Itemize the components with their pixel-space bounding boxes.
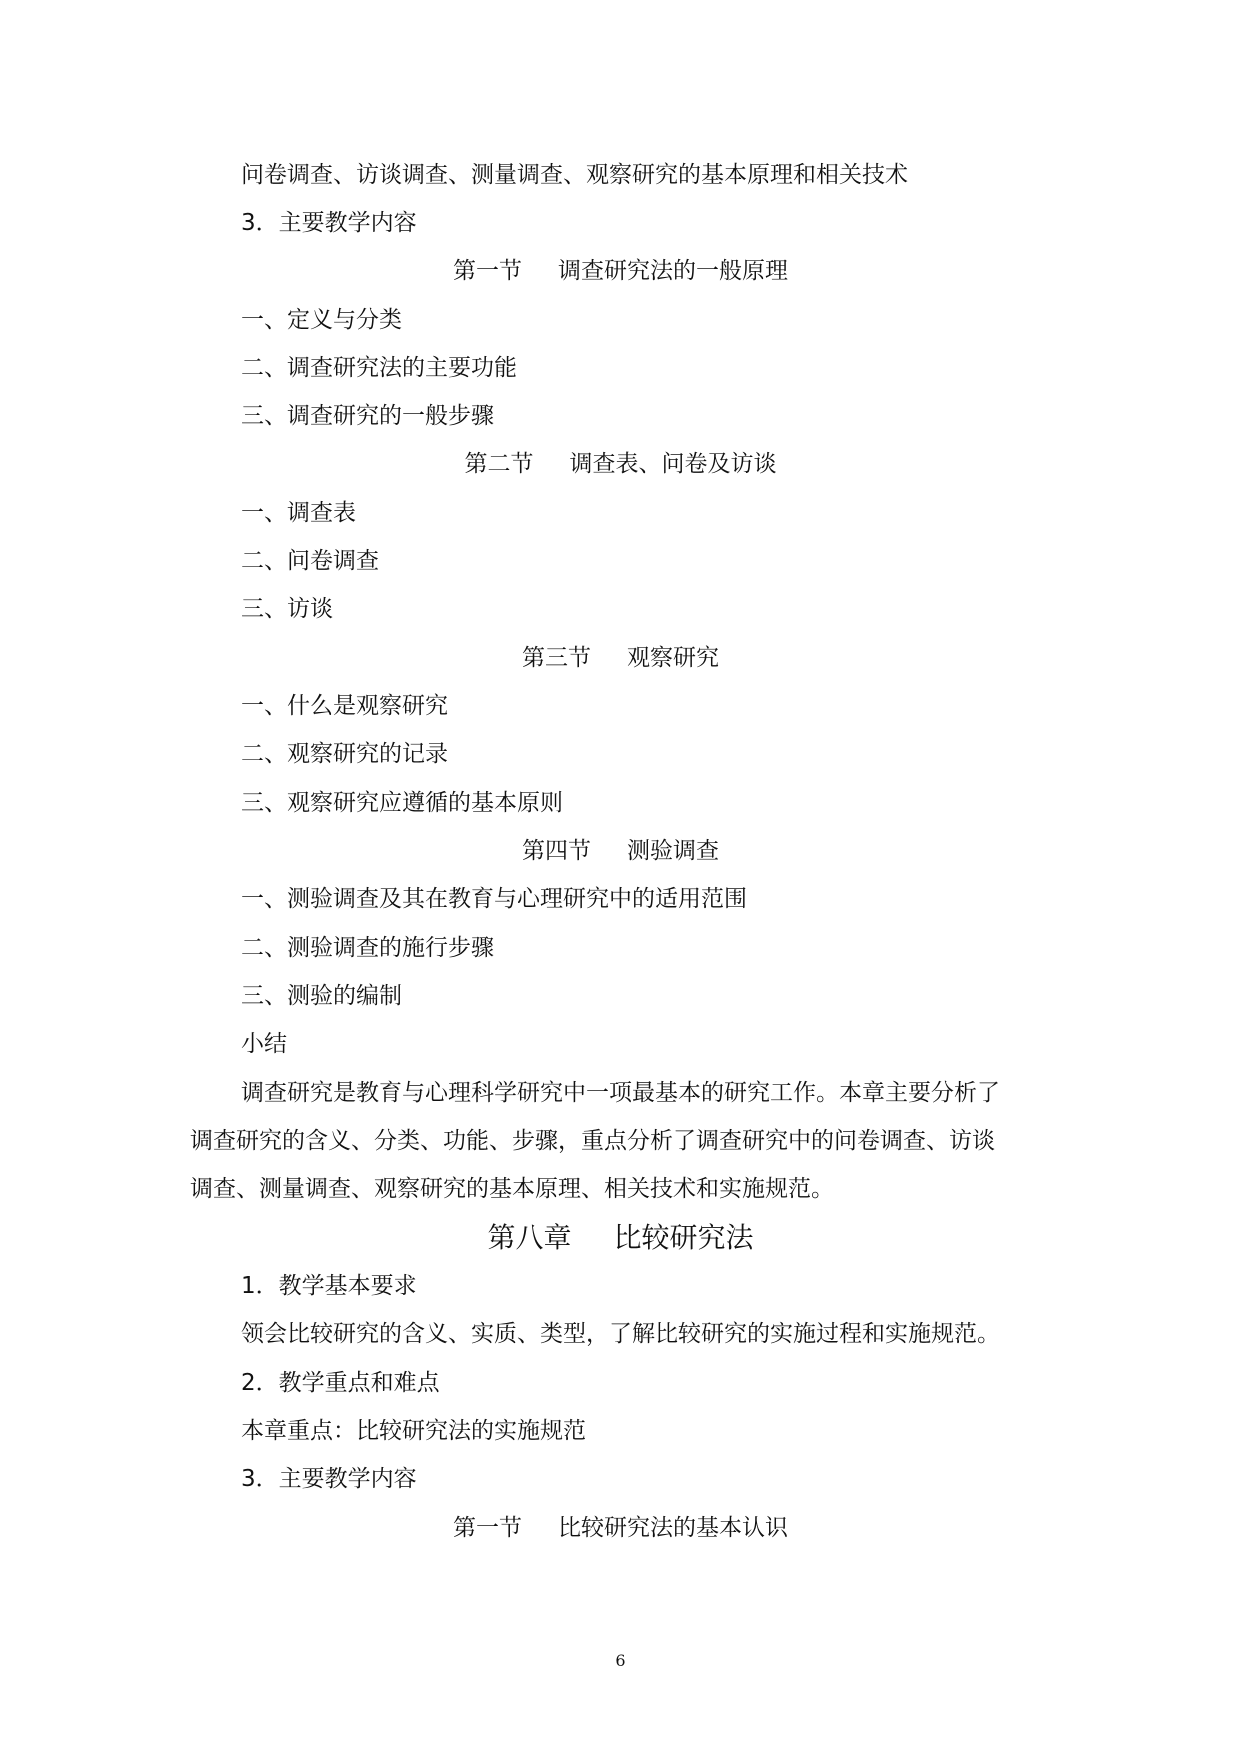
list-item: 三、调查研究的一般步骤 <box>241 403 494 429</box>
section-heading <box>0 256 1241 286</box>
paragraph-line: 调查研究是教育与心理科学研究中一项最基本的研究工作。本章主要分析了 <box>241 1080 1000 1106</box>
list-item: 二、调查研究法的主要功能 <box>241 355 517 381</box>
section-title: 比较研究法的基本认识 <box>558 1515 788 1541</box>
section-number: 第一节 <box>453 258 522 284</box>
section-title: 测验调查 <box>627 838 719 864</box>
section-title: 观察研究 <box>627 645 719 671</box>
paragraph-line: 调查、测量调查、观察研究的基本原理、相关技术和实施规范。 <box>190 1176 834 1202</box>
section-number: 第四节 <box>522 838 591 864</box>
list-item: 二、观察研究的记录 <box>241 741 448 767</box>
list-item: 三、测验的编制 <box>241 983 402 1009</box>
text-line: 本章重点：比较研究法的实施规范 <box>241 1418 586 1444</box>
section-title: 调查表、问卷及访谈 <box>569 451 777 477</box>
section-heading <box>0 1513 1241 1543</box>
section-title: 调查研究法的一般原理 <box>558 258 788 284</box>
chapter-title: 比较研究法 <box>613 1221 754 1254</box>
list-item: 一、测验调查及其在教育与心理研究中的适用范围 <box>241 886 747 912</box>
list-item: 二、问卷调查 <box>241 548 379 574</box>
section-number: 第三节 <box>522 645 591 671</box>
list-item: 三、访谈 <box>241 596 333 622</box>
chapter-number: 第八章 <box>487 1221 572 1254</box>
section-heading <box>0 449 1241 479</box>
chapter-heading <box>0 1220 1241 1256</box>
summary-heading: 小结 <box>241 1031 287 1057</box>
paragraph-line: 调查研究的含义、分类、功能、步骤，重点分析了调查研究中的问卷调查、访谈 <box>190 1128 995 1154</box>
subheading: 3．主要教学内容 <box>241 210 417 236</box>
subheading: 3．主要教学内容 <box>241 1466 417 1492</box>
list-item: 三、观察研究应遵循的基本原则 <box>241 790 563 816</box>
subheading: 2．教学重点和难点 <box>241 1370 440 1396</box>
text-line: 问卷调查、访谈调查、测量调查、观察研究的基本原理和相关技术 <box>241 162 908 188</box>
subheading: 1．教学基本要求 <box>241 1273 417 1299</box>
section-number: 第一节 <box>453 1515 522 1541</box>
page-number: 6 <box>615 1651 626 1670</box>
list-item: 一、什么是观察研究 <box>241 693 448 719</box>
section-number: 第二节 <box>464 451 534 477</box>
section-heading <box>0 836 1241 866</box>
list-item: 一、调查表 <box>241 500 356 526</box>
text-line: 领会比较研究的含义、实质、类型，了解比较研究的实施过程和实施规范。 <box>241 1321 1000 1347</box>
section-heading <box>0 643 1241 673</box>
list-item: 一、定义与分类 <box>241 307 402 333</box>
list-item: 二、测验调查的施行步骤 <box>241 935 494 961</box>
